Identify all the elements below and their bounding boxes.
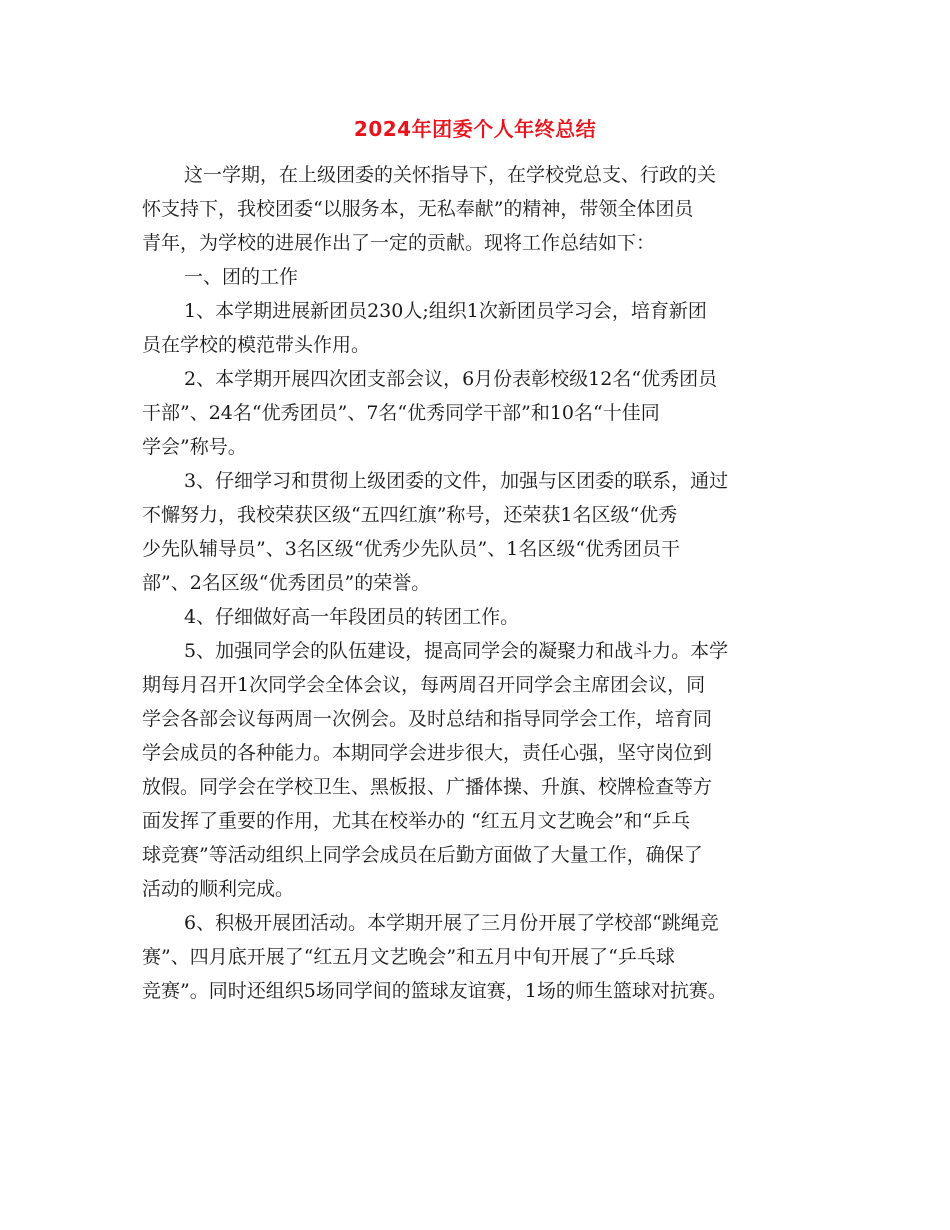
item-5-paragraph	[142, 634, 822, 906]
text-line: 学会成员的各种能力。本期同学会进步很大，责任心强，坚守岗位到	[142, 742, 713, 764]
text-line: 面发挥了重要的作用，尤其在校举办的 “红五月文艺晚会”和“乒乓	[142, 810, 691, 832]
text-line: 学会”称号。	[142, 436, 247, 458]
text-line: 不懈努力，我校荣获区级“五四红旗”称号，还荣获1名区级“优秀	[142, 504, 678, 526]
text-line: 3、仔细学习和贯彻上级团委的文件，加强与区团委的联系，通过	[184, 470, 729, 492]
text-line: 6、积极开展团活动。本学期开展了三月份开展了学校部“跳绳竞	[184, 912, 719, 934]
text-line: 期每月召开1次同学会全体会议，每两周召开同学会主席团会议，同	[142, 674, 706, 696]
document-title: 2024年团委个人年终总结	[353, 117, 597, 141]
text-line: 员在学校的模范带头作用。	[142, 334, 371, 356]
document-body	[142, 158, 822, 1008]
text-line: 活动的顺利完成。	[142, 878, 295, 900]
text-line: 少先队辅导员”、3名区级“优秀少先队员”、1名区级“优秀团员干	[142, 538, 681, 560]
text-line: 赛”、四月底开展了“红五月文艺晚会”和五月中旬开展了“乒乓球	[142, 946, 675, 968]
text-line: 1、本学期进展新团员230人;组织1次新团员学习会，培育新团	[184, 300, 707, 322]
text-line: 一、团的工作	[184, 266, 299, 288]
text-line: 2、本学期开展四次团支部会议，6月份表彰校级12名“优秀团员	[184, 368, 718, 390]
text-line: 球竞赛”等活动组织上同学会成员在后勤方面做了大量工作，确保了	[142, 844, 703, 866]
item-2-paragraph	[142, 362, 822, 464]
intro-paragraph	[142, 158, 822, 260]
text-line: 这一学期，在上级团委的关怀指导下，在学校党总支、行政的关	[184, 164, 717, 186]
section-heading-1	[142, 260, 822, 294]
item-3-paragraph	[142, 464, 822, 600]
text-line: 5、加强同学会的队伍建设，提高同学会的凝聚力和战斗力。本学	[184, 640, 729, 662]
text-line: 干部”、24名“优秀团员”、7名“优秀同学干部”和10名“十佳同	[142, 402, 660, 424]
item-1-paragraph	[142, 294, 822, 362]
item-4-paragraph	[142, 600, 822, 634]
text-line: 学会各部会议每两周一次例会。及时总结和指导同学会工作，培育同	[142, 708, 713, 730]
text-line: 青年，为学校的进展作出了一定的贡献。现将工作总结如下：	[142, 232, 656, 254]
text-line: 竞赛”。同时还组织5场同学间的篮球友谊赛，1场的师生篮球对抗赛。	[142, 980, 727, 1002]
text-line: 4、仔细做好高一年段团员的转团工作。	[184, 606, 520, 628]
text-line: 怀支持下，我校团委“以服务本，无私奉献”的精神，带领全体团员	[142, 198, 694, 220]
text-line: 放假。同学会在学校卫生、黑板报、广播体操、升旗、校牌检查等方	[142, 776, 713, 798]
text-line: 部”、2名区级“优秀团员”的荣誉。	[142, 572, 431, 594]
item-6-paragraph	[142, 906, 822, 1008]
